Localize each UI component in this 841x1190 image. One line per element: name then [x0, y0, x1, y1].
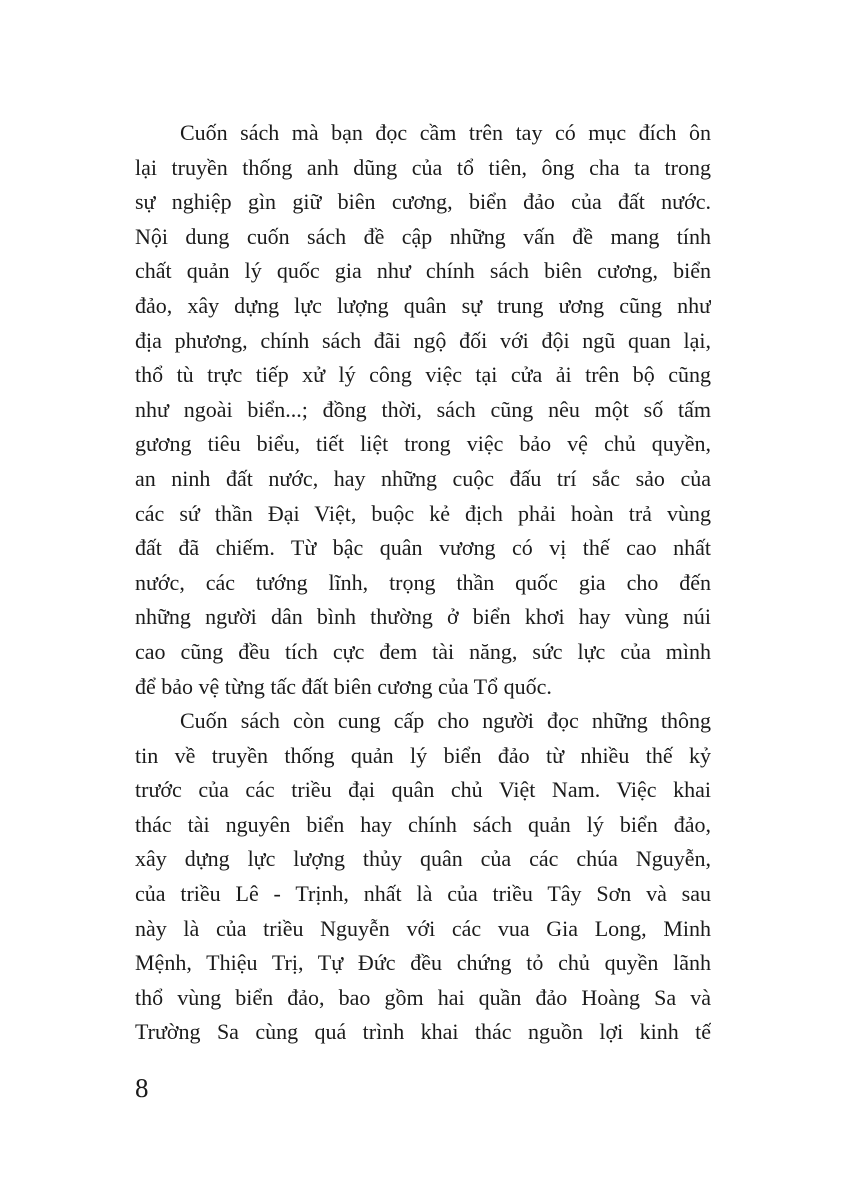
- text-line: lại truyền thống anh dũng của tổ tiên, ông cha ta trong: [135, 154, 711, 180]
- page-text-block: [135, 116, 711, 1050]
- text-line: những người dân bình thường ở biển khơi hay vùng núi: [135, 604, 711, 630]
- text-line: thổ vùng biển đảo, bao gồm hai quần đảo Hoàng Sa và: [135, 984, 711, 1010]
- text-line: của triều Lê - Trịnh, nhất là của triều Tây Sơn và sau: [135, 881, 711, 907]
- page-number: 8: [135, 1073, 149, 1103]
- text-line: các sứ thần Đại Việt, buộc kẻ địch phải hoàn trả vùng: [135, 500, 711, 526]
- text-line: đất đã chiếm. Từ bậc quân vương có vị thế cao nhất: [135, 535, 711, 561]
- text-line: thác tài nguyên biển hay chính sách quản lý biển đảo,: [135, 811, 711, 837]
- text-line: xây dựng lực lượng thủy quân của các chúa Nguyễn,: [135, 846, 711, 872]
- text-line: tin về truyền thống quản lý biển đảo từ nhiều thế kỷ: [135, 742, 711, 768]
- text-line: Mệnh, Thiệu Trị, Tự Đức đều chứng tỏ chủ quyền lãnh: [135, 950, 711, 976]
- text-line: Nội dung cuốn sách đề cập những vấn đề mang tính: [135, 223, 711, 249]
- text-line: sự nghiệp gìn giữ biên cương, biển đảo của đất nước.: [135, 189, 711, 215]
- text-line: an ninh đất nước, hay những cuộc đấu trí sắc sảo của: [135, 465, 711, 491]
- text-line: cao cũng đều tích cực đem tài năng, sức lực của mình: [135, 638, 711, 664]
- text-line: đảo, xây dựng lực lượng quân sự trung ương cũng như: [135, 292, 711, 318]
- text-line: trước của các triều đại quân chủ Việt Nam. Việc khai: [135, 777, 711, 803]
- text-line: chất quản lý quốc gia như chính sách biên cương, biển: [135, 258, 711, 284]
- text-line: để bảo vệ từng tấc đất biên cương của Tổ quốc.: [135, 673, 552, 699]
- text-line: địa phương, chính sách đãi ngộ đối với đội ngũ quan lại,: [135, 327, 711, 353]
- text-line: nước, các tướng lĩnh, trọng thần quốc gia cho đến: [135, 569, 711, 595]
- text-line: này là của triều Nguyễn với các vua Gia Long, Minh: [135, 915, 711, 941]
- text-line: thổ tù trực tiếp xử lý công việc tại cửa ải trên bộ cũng: [135, 362, 711, 388]
- text-line: Trường Sa cùng quá trình khai thác nguồn lợi kinh tế: [135, 1019, 711, 1045]
- text-line: gương tiêu biểu, tiết liệt trong việc bảo vệ chủ quyền,: [135, 431, 711, 457]
- text-line: Cuốn sách mà bạn đọc cầm trên tay có mục đích ôn: [180, 120, 711, 145]
- text-line: như ngoài biển...; đồng thời, sách cũng nêu một số tấm: [135, 396, 711, 422]
- text-line: Cuốn sách còn cung cấp cho người đọc những thông: [180, 708, 711, 734]
